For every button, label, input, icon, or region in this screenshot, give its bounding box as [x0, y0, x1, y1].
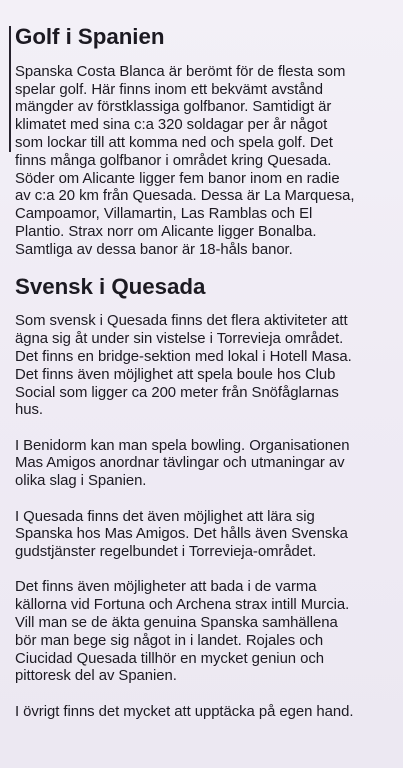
paragraph-springs [15, 579, 403, 686]
text-line: ägna sig åt under sin vistelse i Torrevieja området. [15, 331, 344, 348]
text-line: Samtliga av dessa banor är 18-håls banor. [15, 241, 293, 258]
text-line: Det finns även möjlighet att spela boule hos Club [15, 366, 336, 383]
text-line: Som svensk i Quesada finns det flera aktiviteter att [15, 313, 348, 330]
text-line: av c:a 20 km från Quesada. Dessa är La Marquesa, [15, 188, 355, 205]
section-heading-golf: Golf i Spanien [15, 24, 165, 49]
paragraph-activities [15, 313, 403, 420]
text-line: pittoresk del av Spanien. [15, 668, 177, 685]
text-line: Söder om Alicante ligger fem banor inom en radie [15, 170, 340, 187]
text-line: mängder av förstklassiga golfbanor. Samtidigt är [15, 99, 332, 116]
paragraph-closing [15, 704, 403, 722]
text-line: Spanska hos Mas Amigos. Det hålls även Svenska [15, 526, 348, 543]
section-heading-svensk: Svensk i Quesada [15, 273, 206, 299]
paragraph-golf [15, 64, 403, 260]
text-line: Social som ligger ca 200 meter från Snöfåglarnas [15, 384, 339, 401]
text-line: Ciucidad Quesada tillhör en mycket geniun och [15, 650, 324, 667]
text-line: I övrigt finns det mycket att upptäcka på egen hand. [15, 703, 354, 720]
paragraph-bowling [15, 438, 403, 491]
text-line: källorna vid Fortuna och Archena strax intill Murcia. [15, 597, 350, 614]
text-line: olika slag i Spanien. [15, 473, 147, 490]
text-line: klimatet med sina c:a 320 soldagar per år något [15, 117, 328, 134]
text-line: I Benidorm kan man spela bowling. Organisationen [15, 437, 350, 454]
document-body [15, 24, 403, 722]
margin-rule [9, 26, 11, 152]
text-line: Spanska Costa Blanca är berömt för de flesta som [15, 63, 346, 80]
text-line: I Quesada finns det även möjlighet att lära sig [15, 508, 315, 525]
text-line: Mas Amigos anordnar tävlingar och utmaningar av [15, 455, 345, 472]
text-line: som lockar till att komma ned och spela golf. Det [15, 134, 333, 151]
text-line: hus. [15, 402, 43, 419]
text-line: Vill man se de äkta genuina Spanska samhällena [15, 615, 338, 632]
text-line: Det finns även möjligheter att bada i de varma [15, 579, 317, 596]
text-line: spelar golf. Här finns inom ett bekvämt avstånd [15, 81, 324, 98]
text-line: bör man bege sig något in i landet. Rojales och [15, 632, 324, 649]
text-line: gudstjänster regelbundet i Torrevieja-området. [15, 544, 317, 561]
text-line: finns många golfbanor i området kring Quesada. [15, 152, 332, 169]
text-line: Campoamor, Villamartin, Las Ramblas och El [15, 206, 313, 223]
text-line: Plantio. Strax norr om Alicante ligger Bonalba. [15, 223, 317, 240]
text-line: Det finns en bridge-sektion med lokal i Hotell Masa. [15, 348, 352, 365]
paragraph-language [15, 509, 403, 562]
